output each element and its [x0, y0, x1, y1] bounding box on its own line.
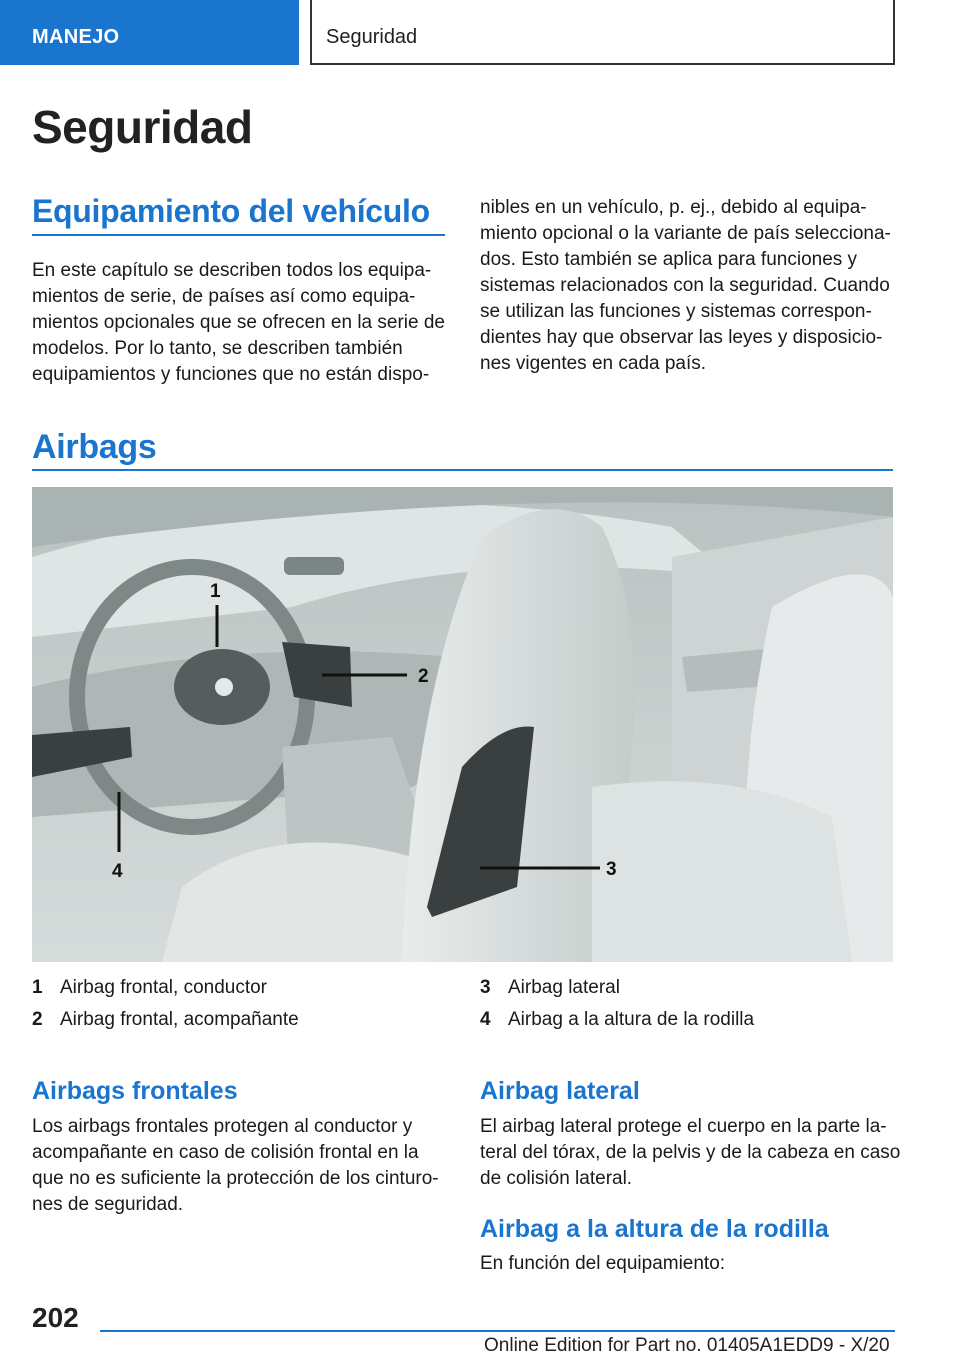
page-number: 202: [32, 1302, 79, 1333]
equipment-left-text: [32, 258, 452, 388]
airbags-heading-rule: [32, 469, 893, 471]
chapter-label: Seguridad: [326, 26, 418, 48]
callout-3: 3: [606, 859, 617, 880]
legend-item: [32, 1009, 452, 1035]
legend-item: [480, 977, 900, 1003]
frontales-text: [32, 1114, 462, 1218]
text-line: modelos. Por lo tanto, se describen también: [32, 338, 403, 359]
legend-number: 2: [32, 1009, 43, 1030]
text-line: acompañante en caso de colisión frontal en la: [32, 1142, 419, 1163]
text-line: de colisión lateral.: [480, 1168, 633, 1189]
legend-text: Airbag lateral: [508, 977, 620, 998]
rodilla-heading: Airbag a la altura de la rodilla: [480, 1215, 829, 1243]
lateral-text: [480, 1114, 910, 1192]
callout-1: 1: [210, 581, 221, 602]
passenger-seat-cushion: [592, 781, 852, 962]
text-line: teral del tórax, de la pelvis y de la cabeza en caso: [480, 1142, 901, 1163]
text-line: dos. Esto también se aplica para funciones y: [480, 249, 858, 270]
text-line: se utilizan las funciones y sistemas correspon-: [480, 301, 872, 322]
text-line: miento opcional o la variante de país selecciona-: [480, 223, 891, 244]
legend-text: Airbag a la altura de la rodilla: [508, 1009, 755, 1030]
text-line: equipamientos y funciones que no están dispo-: [32, 364, 430, 385]
text-line: nibles en un vehículo, p. ej., debido al equipa-: [480, 197, 867, 218]
frontales-heading: Airbags frontales: [32, 1077, 238, 1105]
lateral-heading: Airbag lateral: [480, 1077, 640, 1105]
legend-item: [32, 977, 452, 1003]
bmw-logo-icon: [215, 678, 233, 696]
equipment-heading: Equipamiento del vehículo: [32, 193, 430, 229]
text-line: dientes hay que observar las leyes y disposicio-: [480, 327, 883, 348]
interior-drawing: [32, 487, 893, 962]
legend-text: Airbag frontal, conductor: [60, 977, 268, 998]
section-tab: [0, 0, 299, 65]
legend-number: 3: [480, 977, 491, 998]
rearview-mirror: [284, 557, 344, 575]
edition-text: Online Edition for Part no. 01405A1EDD9 - X/20: [484, 1335, 890, 1356]
legend-number: 1: [32, 977, 43, 998]
section-label: MANEJO: [32, 26, 120, 48]
page-title: Seguridad: [32, 101, 253, 153]
equipment-heading-rule: [32, 234, 445, 236]
text-line: sistemas relacionados con la seguridad. Cuando: [480, 275, 890, 296]
airbags-heading: Airbags: [32, 428, 157, 466]
text-line: que no es suficiente la protección de los cinturo-: [32, 1168, 439, 1189]
legend-number: 4: [480, 1009, 491, 1030]
text-line: nes vigentes en cada país.: [480, 353, 707, 374]
chapter-tab: [310, 0, 895, 65]
text-line: nes de seguridad.: [32, 1194, 184, 1215]
text-line: En este capítulo se describen todos los equipa-: [32, 260, 432, 281]
text-line: El airbag lateral protege el cuerpo en la parte la-: [480, 1116, 887, 1137]
text-line: Los airbags frontales protegen al conductor y: [32, 1116, 413, 1137]
text-line: En función del equipamiento:: [480, 1253, 726, 1274]
callout-4: 4: [112, 861, 123, 882]
legend-item: [480, 1009, 900, 1035]
rodilla-text: [480, 1251, 910, 1277]
equipment-right-text: [480, 195, 900, 377]
airbag-illustration: [32, 487, 893, 962]
callout-2: 2: [418, 666, 429, 687]
footer-rule: [100, 1330, 895, 1332]
text-line: mientos de serie, de países así como equipa-: [32, 286, 416, 307]
legend-text: Airbag frontal, acompañante: [60, 1009, 299, 1030]
text-line: mientos opcionales que se ofrecen en la serie de: [32, 312, 445, 333]
